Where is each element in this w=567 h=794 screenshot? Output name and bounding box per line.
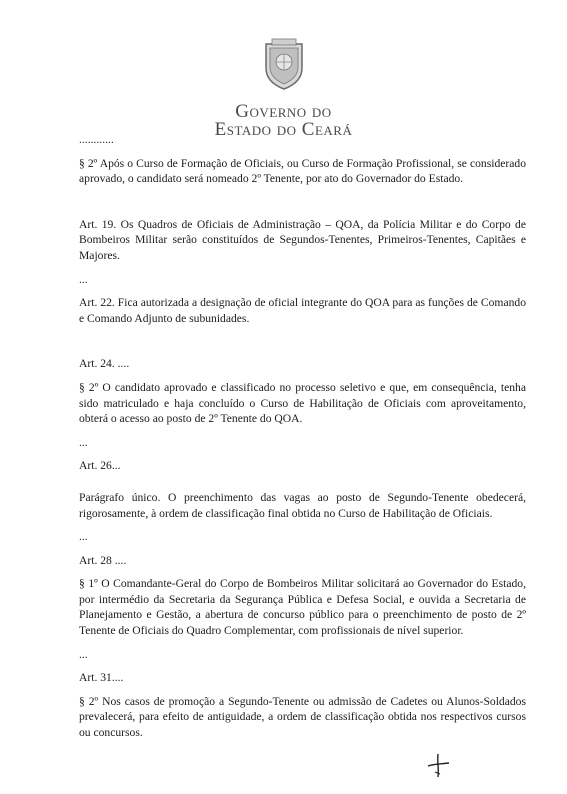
paragraph: Parágrafo único. O preenchimento das vagas ao posto de Segundo-Tenente obedecerá, rigorosamente, à ordem de classificação final obtida no Curso de Habilitação de Oficiais. [79,490,526,520]
paragraph: § 2º O candidato aprovado e classificado no processo seletivo e que, em consequência, tenha sido matriculado e haja concluído o Curso de Habilitação de Oficiais com aproveitamento, obterá o acesso ao posto de 2º Tenente do QOA. [79,380,526,426]
paragraph: Art. 24. .... [79,357,130,371]
paragraph: ... [79,647,88,661]
state-seal-icon [262,38,306,90]
paragraph: Art. 31.... [79,671,124,685]
document-body [79,132,526,741]
org-title-line1: Governo do [235,101,332,122]
paragraph: ............ [79,133,114,146]
letterhead [0,38,567,139]
org-title-line2: Estado do Ceará [214,119,353,140]
paragraph: Art. 22. Fica autorizada a designação de oficial integrante do QOA para as funções de Comando e Comando Adjunto de subunidades. [79,296,526,325]
signature-mark [425,752,451,778]
paragraph: Art. 28 .... [79,553,127,567]
paragraph: Art. 26... [79,459,121,473]
paragraph: Art. 19. Os Quadros de Oficiais de Administração – QOA, da Polícia Militar e do Corpo de Bombeiros Militar serão constituídos de Segundos-Tenentes, Primeiros-Tenentes, Capitães e Majores. [79,217,526,262]
paragraph: § 2º Após o Curso de Formação de Oficiais, ou Curso de Formação Profissional, se considerado aprovado, o candidato será nomeado 2º Tenente, por ato do Governador do Estado. [79,156,526,186]
paragraph: § 1º O Comandante-Geral do Corpo de Bombeiros Militar solicitará ao Governador do Estado, por intermédio da Secretaria da Segurança Pública e Defesa Social, e ouvida a Secretaria de Planejamento e Gestão, a abertura de concurso público para o preenchimento de posto de 2º Tenente de Oficiais do Quadro Complementar, com profissionais de nível superior. [79,577,526,638]
paragraph: ... [79,272,88,286]
paragraph: ... [79,435,88,449]
paragraph: § 2º Nos casos de promoção a Segundo-Tenente ou admissão de Cadetes ou Alunos-Soldados prevalecerá, para efeito de antiguidade, a ordem de classificação obtida nos respectivos cursos ou concursos. [79,694,526,740]
paragraph: ... [79,530,88,544]
